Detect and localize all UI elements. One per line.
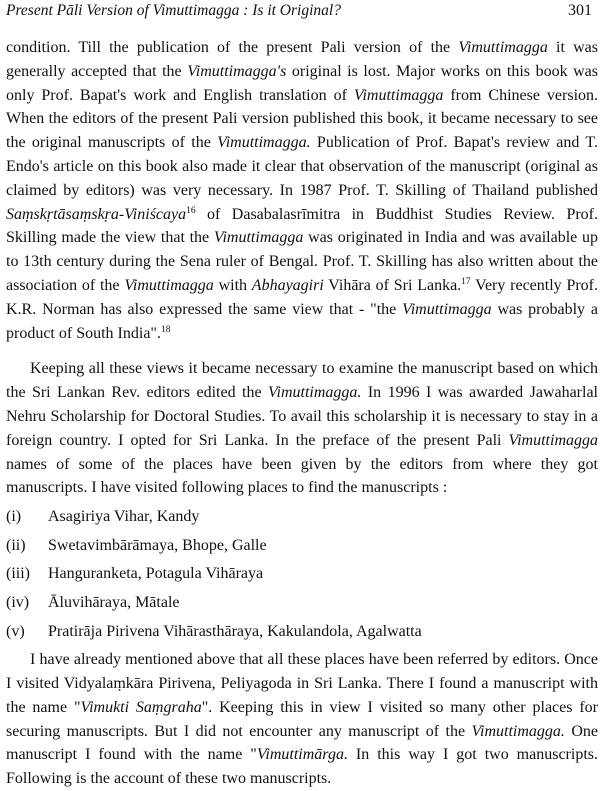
place-text: Pratirāja Pirivena Vihārasthāraya, Kakulandola, Agalwatta (48, 622, 422, 640)
list-marker: (ii) (6, 536, 26, 554)
list-marker: (i) (6, 508, 22, 526)
running-head: Present Pāli Version of Vimuttimagga : Is it Original? (6, 2, 341, 19)
paragraph-1: condition. Till the publication of the present Pali version of the Vimuttimagga it was generally accepted that the Vimuttimagga's original is lost. Major works on this book was only Prof. Bapat's work and English translation of Vimuttimagga from Chinese version. When the editors of the present Pali version published this book, it became necessary to see the original manuscripts of the Vimuttimagga. Publication of Prof. Bapat's review and T. Endo's article on this book also made it clear that observation of the manuscript (original as claimed by editors) was very necessary. In 1987 Prof. T. Skilling of Thailand published Saṃskṛtāsaṃskṛa-Viniścaya$^{16}$ of Dasabalasrīmitra in Buddhist Studies Review. Prof. Skilling made the view that the Vimuttimagga was originated in India and was available up to 13th century during the Sena ruler of Bengal. Prof. T. Skilling has also written about the association of the Vimuttimagga with Abhayagiri Vihāra of Sri Lanka.$^{17}$ Very recently Prof. K.R. Norman has also expressed the same view that - "the Vimuttimagga was probably a product of South India".$^{18}$ (6, 39, 599, 342)
list-marker: (v) (6, 622, 25, 640)
footnote-ref-17: 17 (461, 276, 471, 287)
page-number: 301 (568, 2, 592, 19)
list-item (6, 618, 598, 647)
list-marker: (iv) (6, 593, 30, 611)
page-header (6, 2, 592, 26)
place-text: Āluvihāraya, Mātale (48, 593, 180, 611)
place-text: Hanguranketa, Potagula Vihāraya (48, 565, 264, 583)
list-item (6, 503, 598, 532)
list-item (6, 589, 598, 618)
places-list (6, 503, 598, 646)
list-marker: (iii) (6, 565, 30, 583)
place-text: Swetavimbārāmaya, Bhope, Galle (48, 536, 267, 554)
footnote-ref-16: 16 (186, 205, 196, 216)
paragraph-3: I have already mentioned above that all these places have been referred by editors. Once I visited Vidyalaṃkāra Pirivena, Peliyagoda in Sri Lanka. There I found a manuscript with the name "Vimukti Saṃgraha". Keeping this in view I visited so many other places for securing manuscripts. But I did not encounter any manuscript of the Vimuttimagga. One manuscript I found with the name "Vimuttimārga. In this way I got two manuscripts. Following is the account of these two manuscripts. (6, 651, 599, 788)
footnote-ref-18: 18 (160, 324, 171, 335)
paragraph-2: Keeping all these views it became necessary to examine the manuscript based on which the Sri Lankan Rev. editors edited the Vimuttimagga. In 1996 I was awarded Jawaharlal Nehru Scholarship for Doctoral Studies. To avail this scholarship it is necessary to stay in a foreign country. I opted for Sri Lanka. In the preface of the present Pali Vimuttimagga names of some of the places have been given by the editors from where they got manuscripts. I have visited following places to find the manuscripts : (6, 360, 598, 497)
list-item (6, 560, 598, 589)
page-body (6, 36, 598, 791)
place-text: Asagiriya Vihar, Kandy (48, 508, 200, 526)
list-item (6, 532, 598, 561)
